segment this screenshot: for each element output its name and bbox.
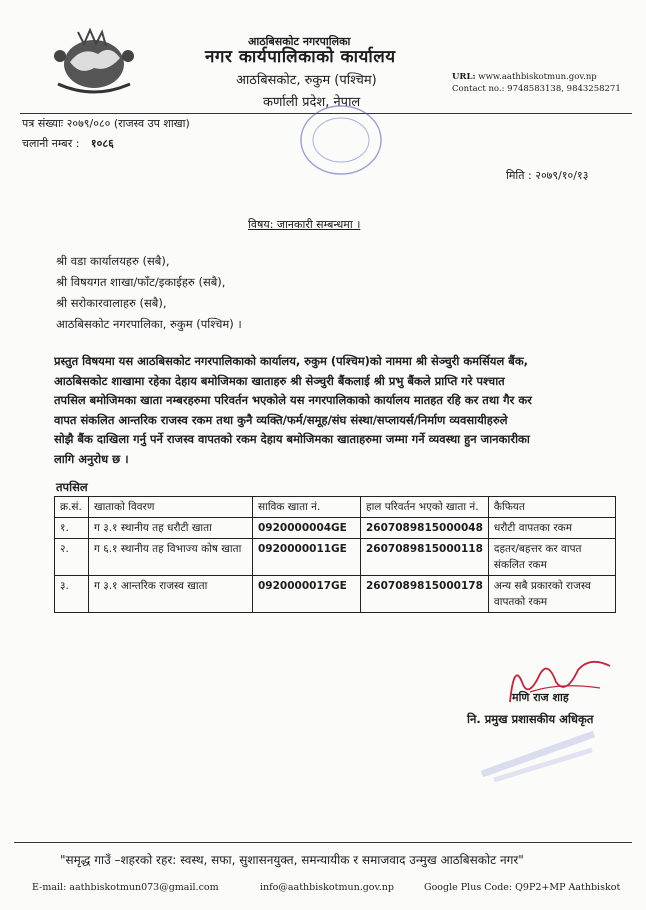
new-account-number: 2607089815000048 <box>361 518 489 539</box>
office-stamp-icon <box>296 100 386 180</box>
municipality-name: आठबिसकोट नगरपालिका <box>248 35 351 48</box>
remarks-cell: धरौटी वापतका रकम <box>488 518 615 539</box>
table-row <box>55 539 616 576</box>
body-line: प्रस्तुत विषयमा यस आठबिसकोट नगरपालिकाको कार्यालय, रुकुम (पश्चिम)को नाममा श्री सेञ्चुरी कमर्सियल बैंक, <box>54 354 529 368</box>
letter-subject: विषय: जानकारी सम्बन्धमा । <box>248 218 361 231</box>
footer-divider <box>14 842 632 843</box>
serial-cell: ३. <box>55 576 89 613</box>
table-row <box>55 518 616 539</box>
old-account-number: 0920000011GE <box>253 539 361 576</box>
office-address: आठबिसकोट, रुकुम (पश्चिम) <box>236 73 377 88</box>
designation-stamp-icon <box>474 716 604 786</box>
header-cell: साविक खाता नं. <box>253 497 361 518</box>
signature-icon <box>500 652 620 716</box>
header-cell: खाताको विवरण <box>89 497 253 518</box>
contact-numbers: 9748583138, 9843258271 <box>507 84 621 94</box>
nepal-emblem-icon <box>48 24 140 102</box>
body-line: आठबिसकोट शाखामा रहेका देहाय बमोजिमका खाताहरु श्री सेञ्चुरी बैंकलाई श्री प्रभु बैंकले प्राप्ति गरे पश्चात <box>54 373 505 388</box>
addressee-line: आठबिसकोट नगरपालिका, रुकुम (पश्चिम) । <box>56 317 242 331</box>
serial-cell: १. <box>55 518 89 539</box>
body-line: सोझै बैंक दाखिला गर्नु पर्ने राजस्व वापतको रकम देहाय बमोजिमका खाताहरुमा जम्मा गर्ने व्यवस्था हुन जानकारीका <box>54 432 530 446</box>
header-cell: क्र.सं. <box>55 497 89 518</box>
addressee-line: श्री वडा कार्यालयहरु (सबै), <box>56 254 170 268</box>
letter-number: पत्र संख्याः २०७९/०८० (राजस्व उप शाखा) <box>22 117 190 130</box>
body-line: वापत संकलित आन्तरिक राजस्व रकम तथा कुनै व्यक्ति/फर्म/समूह/संघ संस्था/सप्लायर्स/निर्माण व्यवसायीहरुले <box>54 412 508 427</box>
contact-label: Contact no.: <box>452 84 505 94</box>
dispatch-number-row <box>22 136 114 151</box>
body-line: लागि अनुरोध छ । <box>54 451 129 466</box>
footer-email-info[interactable]: info@aathbiskotmun.gov.np <box>260 882 394 893</box>
footer-slogan: "समृद्ध गाउँ –शहरको रहर: स्वस्थ, सफा, सुशासनयुक्त, समन्यायीक र समाजवाद उन्मुख आठबिसकोट नगर" <box>60 853 524 867</box>
new-account-number: 2607089815000118 <box>361 539 489 576</box>
province: कर्णाली प्रदेश, नेपाल <box>263 95 361 110</box>
remarks-cell: अन्य सबै प्रकारको राजस्व वापतको रकम <box>488 576 615 613</box>
website-link[interactable]: www.aathbiskotmun.gov.np <box>478 72 597 82</box>
footer-plus-code: Google Plus Code: Q9P2+MP Aathbiskot <box>424 882 621 893</box>
account-description: ग ६.१ स्थानीय तह विभाज्य कोष खाता <box>89 539 253 576</box>
table-row <box>55 576 616 613</box>
footer-email[interactable]: E-mail: aathbiskotmun073@gmail.com <box>32 882 219 893</box>
dispatch-label: चलानी नम्बर : <box>22 137 80 150</box>
account-description: ग ३.१ स्थानीय तह धरौटी खाता <box>89 518 253 539</box>
url-label: URL: <box>452 72 476 82</box>
dispatch-number: १०८६ <box>90 137 114 150</box>
old-account-number: 0920000017GE <box>253 576 361 613</box>
header-cell: कैफियत <box>488 497 615 518</box>
table-label: तपसिल <box>56 480 88 494</box>
addressee-line: श्री विषयगत शाखा/फाँट/इकाईहरु (सबै), <box>56 275 226 289</box>
contact-block <box>452 71 621 95</box>
serial-cell: २. <box>55 539 89 576</box>
letter-body <box>54 352 614 469</box>
addressee-line: श्री सरोकारवालाहरु (सबै), <box>56 296 167 310</box>
account-table <box>54 496 616 613</box>
body-line: तपसिल बमोजिमका खाता नम्बरहरुमा परिवर्तन भएकोले यस नगरपालिकाको कार्यालय मातहत रहि कर तथा गैर कर <box>54 393 532 407</box>
account-description: ग ३.१ आन्तरिक राजस्व खाता <box>89 576 253 613</box>
letter-date: मिति : २०७९/१०/१३ <box>506 169 589 182</box>
remarks-cell: दहतर/बहत्तर कर वापत संकलित रकम <box>488 539 615 576</box>
office-name: नगर कार्यपालिकाको कार्यालय <box>205 47 396 67</box>
signatory-title: नि. प्रमुख प्रशासकीय अधिकृत <box>467 712 594 726</box>
signatory-name: मणि राज शाह <box>512 691 569 704</box>
old-account-number: 0920000004GE <box>253 518 361 539</box>
new-account-number: 2607089815000178 <box>361 576 489 613</box>
header-cell: हाल परिवर्तन भएको खाता नं. <box>361 497 489 518</box>
table-header-row <box>55 497 616 518</box>
